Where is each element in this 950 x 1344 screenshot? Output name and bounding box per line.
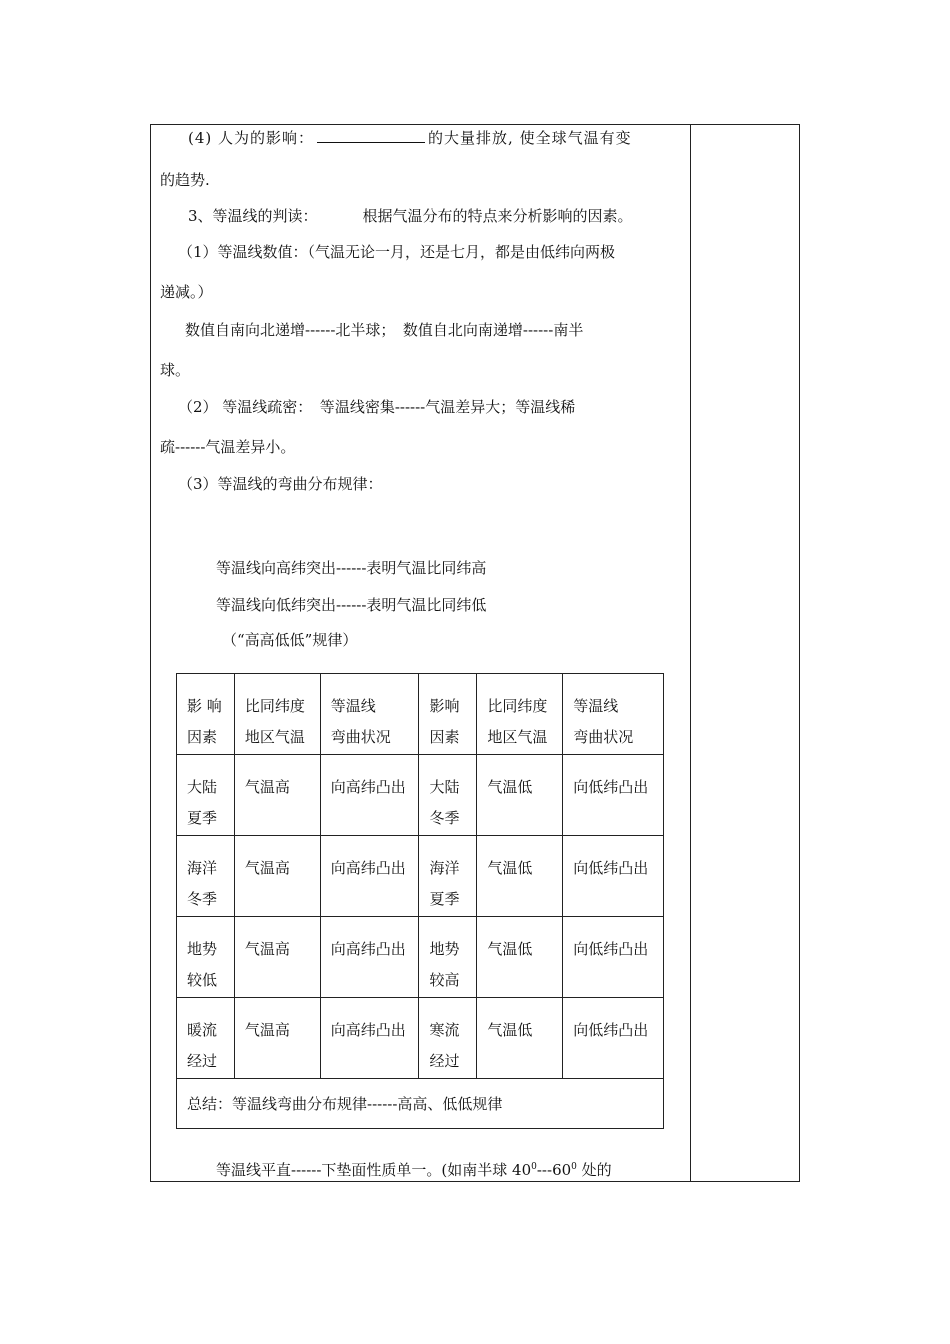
table-cell: 气温低 xyxy=(477,998,563,1079)
table-cell: 海洋 冬季 xyxy=(177,836,235,917)
isotherm-density-rule: （2） 等温线疏密： 等温线密集------气温差异大；等温线稀 xyxy=(178,398,576,416)
isotherm-value-rule: （1）等温线数值：（气温无论一月，还是七月，都是由低纬向两极 xyxy=(178,243,616,261)
table-cell: 气温低 xyxy=(477,836,563,917)
table-cell: 大陆 冬季 xyxy=(419,755,477,836)
table-cell: 向低纬凸出 xyxy=(563,917,664,998)
table-cell: 向低纬凸出 xyxy=(563,755,664,836)
header-cell: 等温线 弯曲状况 xyxy=(320,674,419,755)
rule-bend-high: 等温线向高纬突出------表明气温比同纬高 xyxy=(216,559,487,577)
degree-superscript: 0 xyxy=(571,1162,577,1172)
hemisphere-rule-cont: 球。 xyxy=(160,361,191,379)
table-cell: 地势 较高 xyxy=(419,917,477,998)
para-human-influence-cont: 的趋势. xyxy=(160,171,210,189)
table-cell: 气温高 xyxy=(234,917,320,998)
table-row xyxy=(177,998,664,1079)
table-row xyxy=(177,836,664,917)
header-cell: 影 响 因素 xyxy=(177,674,235,755)
degree-superscript: 0 xyxy=(531,1162,537,1172)
table-cell: 暖流 经过 xyxy=(177,998,235,1079)
isotherm-factor-table xyxy=(176,673,664,1129)
table-row xyxy=(177,917,664,998)
header-cell: 等温线 弯曲状况 xyxy=(563,674,664,755)
straight-rule-before: 等温线平直------下垫面性质单一。(如南半球 40 xyxy=(216,1161,532,1179)
rule-bend-low: 等温线向低纬突出------表明气温比同纬低 xyxy=(216,596,487,614)
table-cell: 向高纬凸出 xyxy=(320,836,419,917)
table-cell: 地势 较低 xyxy=(177,917,235,998)
straight-rule-mid: ---60 xyxy=(536,1161,572,1179)
table-cell: 气温高 xyxy=(234,836,320,917)
table-row xyxy=(177,755,664,836)
table-cell: 向高纬凸出 xyxy=(320,998,419,1079)
table-cell: 向低纬凸出 xyxy=(563,998,664,1079)
section3-title xyxy=(188,206,633,226)
para-human-influence-before: (4) 人为的影响： xyxy=(188,129,315,147)
table-cell: 海洋 夏季 xyxy=(419,836,477,917)
isotherm-straight-rule xyxy=(216,1160,612,1180)
table-header-row xyxy=(177,674,664,755)
column-divider xyxy=(690,124,691,1182)
table-cell: 向高纬凸出 xyxy=(320,755,419,836)
table-cell: 寒流 经过 xyxy=(419,998,477,1079)
table-cell: 向低纬凸出 xyxy=(563,836,664,917)
para-human-influence-after: 的大量排放, 使全球气温有变 xyxy=(428,129,632,147)
isotherm-bend-title: （3）等温线的弯曲分布规律： xyxy=(178,475,383,493)
table-summary-row xyxy=(177,1079,664,1129)
table-cell: 气温低 xyxy=(477,755,563,836)
section3-description: 根据气温分布的特点来分析影响的因素。 xyxy=(362,207,633,225)
table-cell: 气温高 xyxy=(234,998,320,1079)
table-cell: 大陆 夏季 xyxy=(177,755,235,836)
isotherm-value-rule-cont: 递减。） xyxy=(160,283,213,301)
table-cell: 向高纬凸出 xyxy=(320,917,419,998)
header-cell: 影响 因素 xyxy=(419,674,477,755)
isotherm-density-rule-cont: 疏------气温差异小。 xyxy=(160,438,296,456)
header-cell: 比同纬度 地区气温 xyxy=(477,674,563,755)
section3-heading: 3、等温线的判读： xyxy=(188,207,318,225)
rule-name: （“高高低低”规律） xyxy=(222,631,358,649)
header-cell: 比同纬度 地区气温 xyxy=(234,674,320,755)
table-cell: 气温高 xyxy=(234,755,320,836)
fill-in-blank[interactable] xyxy=(317,128,425,143)
hemisphere-rule: 数值自南向北递增------北半球； 数值自北向南递增------南半 xyxy=(185,321,584,339)
para-human-influence xyxy=(188,128,632,148)
table-cell: 气温低 xyxy=(477,917,563,998)
straight-rule-after: 处的 xyxy=(576,1161,612,1179)
table-summary: 总结：等温线弯曲分布规律------高高、低低规律 xyxy=(177,1079,664,1129)
